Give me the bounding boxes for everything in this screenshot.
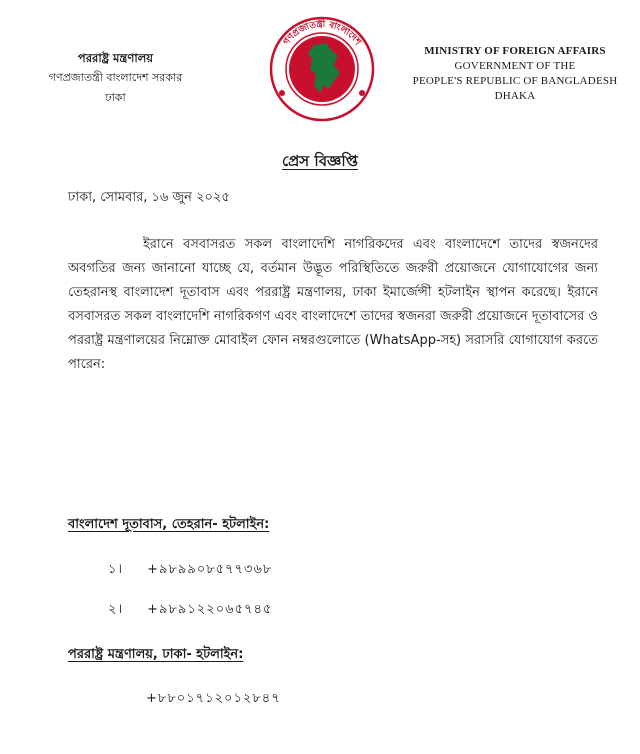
- city-name-bn: ঢাকা: [105, 91, 126, 104]
- ministry-name-bn: পররাষ্ট্র মন্ত্রণালয়: [77, 51, 154, 65]
- ministry-hotline-heading: পররাষ্ট্র মন্ত্রণালয়, ঢাকা- হটলাইন:: [68, 647, 244, 662]
- release-date: ঢাকা, সোমবার, ১৬ জুন ২০২৫: [68, 190, 230, 205]
- government-name-bn: গণপ্রজাতন্ত্রী বাংলাদেশ সরকার: [48, 71, 183, 84]
- embassy-hotline-heading: বাংলাদেশ দূতাবাস, তেহরান- হটলাইন:: [68, 517, 270, 532]
- seal-arc-text-top: গণপ্রজাতন্ত্রী বাংলাদেশ: [281, 19, 363, 48]
- phone-index: ২।: [108, 602, 124, 617]
- press-release-body: ইরানে বসবাসরত সকল বাংলাদেশি নাগরিকদের এবং বাংলাদেশে তাদের স্বজনদের অবগতির জন্য জানানো যাচ্ছে যে, বর্তমান উদ্ভূত পরিস্থিতিতে জরুরী প্রয়োজনে যোগাযোগের জন্য তেহরানস্থ বাংলাদেশ দূতাবাস এবং পররাষ্ট্র মন্ত্রণালয়, ঢাকা ইমার্জেন্সী হটলাইন স্থাপন করেছে। ইরানে বসবাসরত সকল বাংলাদেশি নাগরিকগণ এবং বাংলাদেশে তাদের স্বজনরা জরুরী প্রয়োজনে দূতাবাসের ও পররাষ্ট্র মন্ত্রণালয়ের নিম্নোক্ত মোবাইল ফোন নম্বরগুলোতে (WhatsApp-সহ) সরাসরি যোগাযোগ করতে পারেন:: [68, 237, 598, 372]
- phone-number: +৯৮৯১২২০৬৫৭৪৫: [147, 602, 273, 617]
- phone-index: ১।: [108, 562, 124, 577]
- government-name-en: GOVERNMENT OF THE: [454, 60, 576, 72]
- republic-name-en: PEOPLE'S REPUBLIC OF BANGLADESH: [412, 75, 618, 87]
- phone-number: +৯৮৯৯০৮৫৭৭৩৬৮: [147, 562, 273, 577]
- press-release-title: [0, 150, 640, 175]
- ministry-phone: +৮৮০১৭১২০১২৮৪৭: [146, 691, 281, 706]
- government-seal-emblem: [268, 15, 376, 123]
- city-name-en: DHAKA: [494, 90, 536, 102]
- embassy-phone-2: [108, 600, 272, 621]
- seal-arc-text-bottom: সরকার: [309, 93, 335, 105]
- ministry-name-en: MINISTRY OF FOREIGN AFFAIRS: [424, 45, 606, 57]
- ministry-header-english: [386, 44, 640, 104]
- ministry-header-bengali: [8, 48, 223, 108]
- press-release-title-text: প্রেস বিজ্ঞপ্তি: [281, 152, 359, 170]
- embassy-phone-1: [108, 560, 272, 581]
